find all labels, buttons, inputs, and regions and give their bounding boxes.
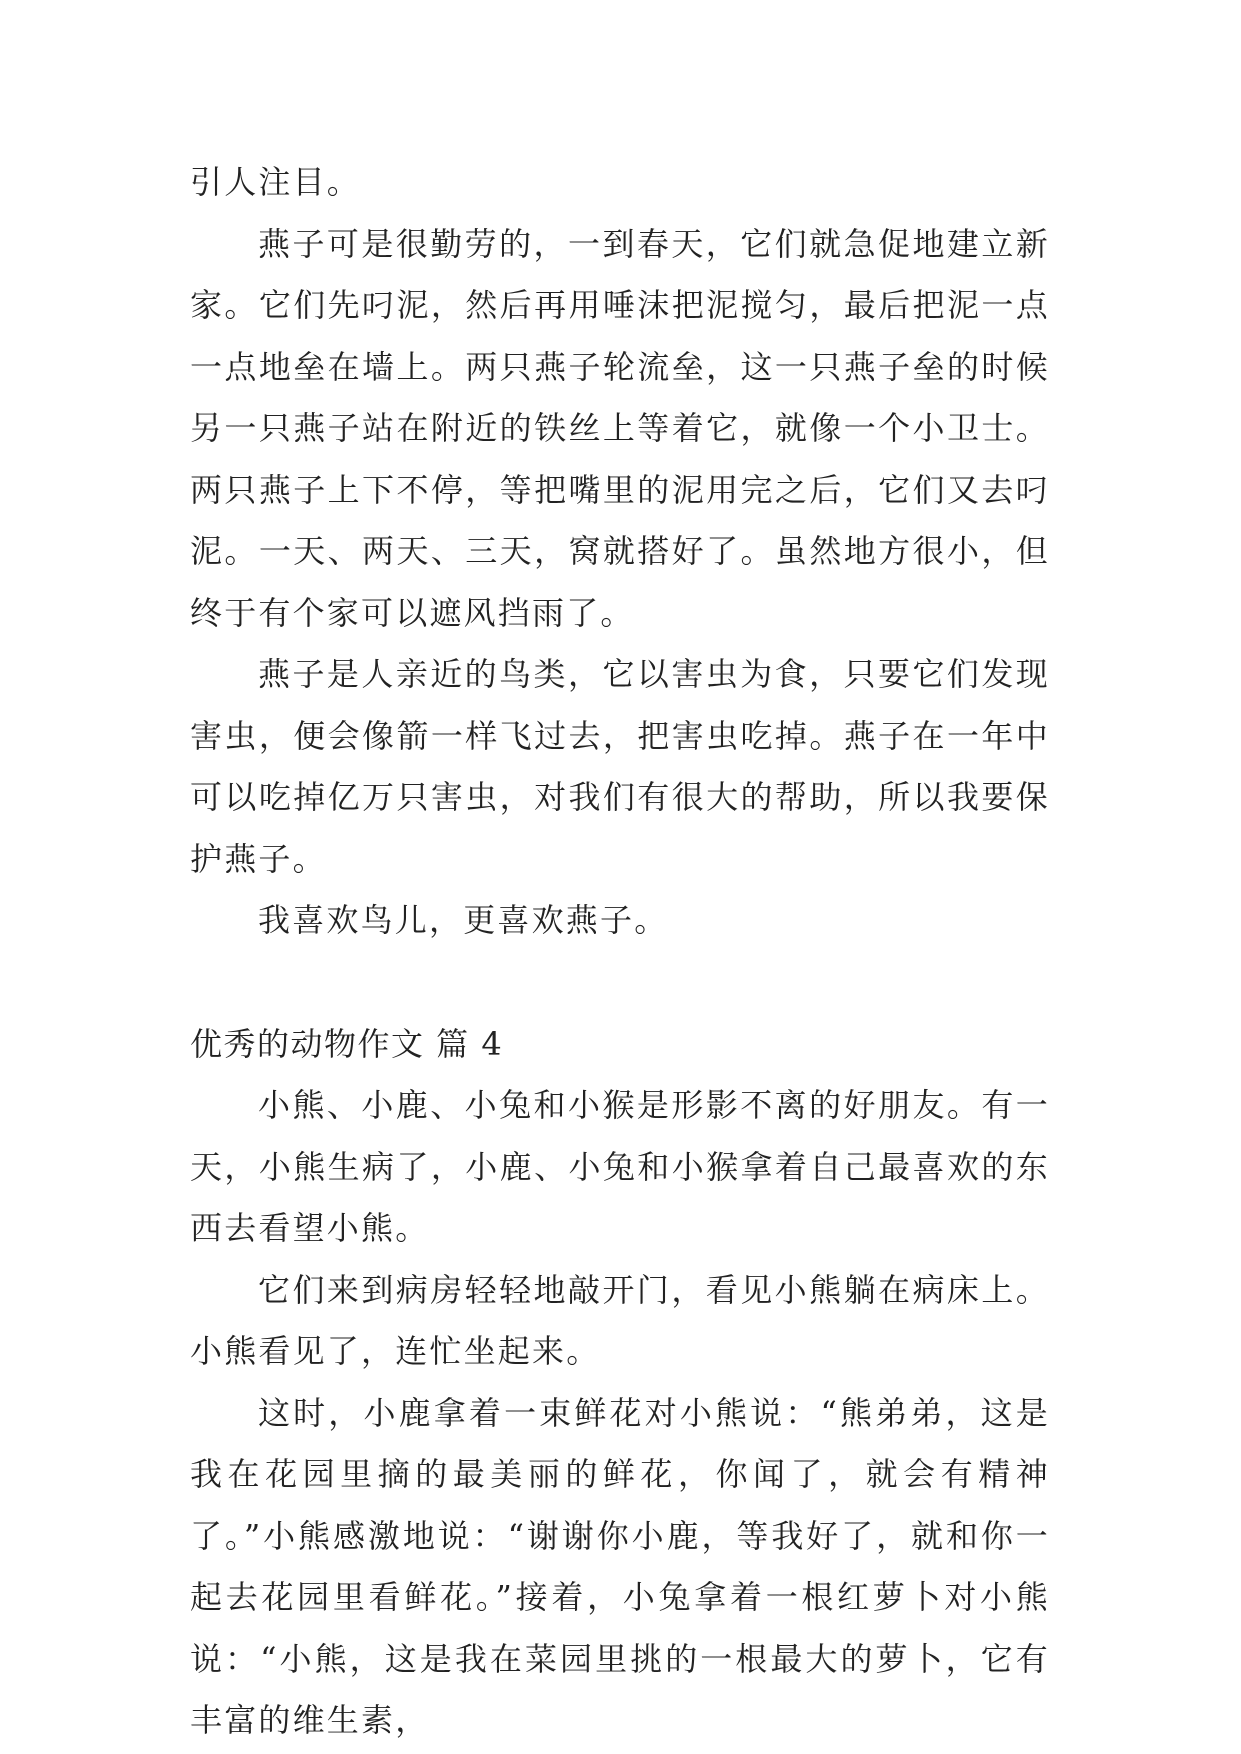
paragraph-swallow-pests: 燕子是人亲近的鸟类，它以害虫为食，只要它们发现害虫，便会像箭一样飞过去，把害虫吃掉。燕子在一年中可以吃掉亿万只害虫，对我们有很大的帮助，所以我要保护燕子。 [190,655,1050,878]
paragraph-swallow-nest: 燕子可是很勤劳的，一到春天，它们就急促地建立新家。它们先叼泥，然后再用唾沫把泥搅匀，最后把泥一点一点地垒在墙上。两只燕子轮流垒，这一只燕子垒的时候另一只燕子站在附近的铁丝上等着它，就像一个小卫士。两只燕子上下不停，等把嘴里的泥用完之后，它们又去叼泥。一天、两天、三天，窝就搭好了。虽然地方很小，但终于有个家可以遮风挡雨了。 [190,224,1050,632]
paragraph-hospital-visit: 它们来到病房轻轻地敲开门，看见小熊躺在病床上。小熊看见了，连忙坐起来。 [190,1270,1050,1370]
paragraph-swallow-closing: 我喜欢鸟儿，更喜欢燕子。 [258,901,669,939]
paragraph-continuation: 引人注目。 [190,163,362,201]
paragraph-friends-intro: 小熊、小鹿、小兔和小猴是形影不离的好朋友。有一天，小熊生病了，小鹿、小兔和小猴拿着自己最喜欢的东西去看望小熊。 [190,1086,1050,1247]
section-spacer [190,952,1050,1014]
document-body [190,152,1050,1752]
section-heading: 优秀的动物作文 篇 4 [190,1024,504,1063]
paragraph-gifts: 这时，小鹿拿着一束鲜花对小熊说：“熊弟弟，这是我在花园里摘的最美丽的鲜花，你闻了，就会有精神了。”小熊感激地说：“谢谢你小鹿，等我好了，就和你一起去花园里看鲜花。”接着，小兔拿着一根红萝卜对小熊说：“小熊，这是我在菜园里挑的一根最大的萝卜，它有丰富的维生素， [190,1393,1050,1739]
